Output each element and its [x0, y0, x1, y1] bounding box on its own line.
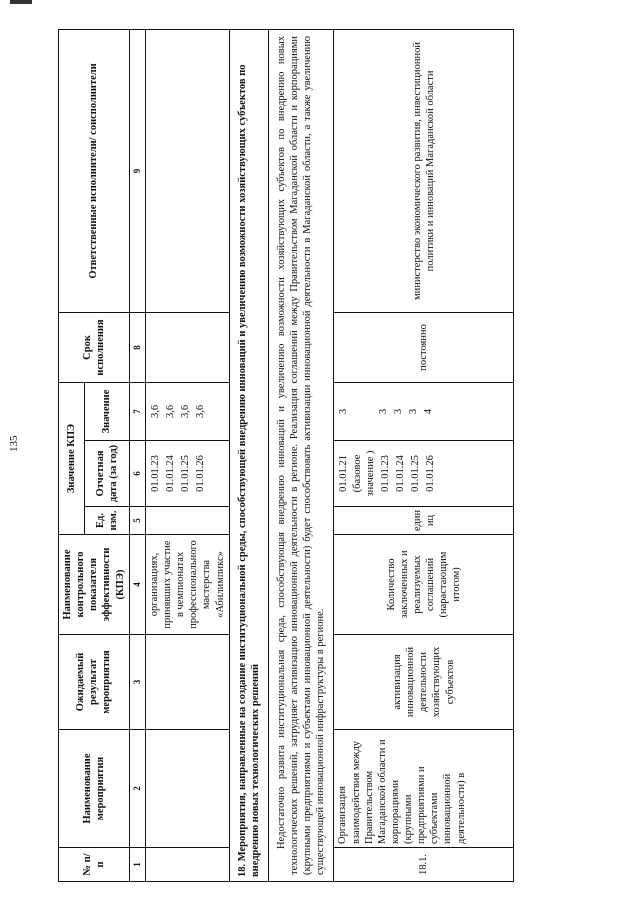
section-title-row	[229, 29, 268, 881]
term: постоянно	[334, 312, 514, 382]
header-date: Отчетная дата (за год)	[84, 441, 129, 507]
table-row	[334, 29, 514, 881]
unit: един иц	[334, 507, 514, 535]
header-term: Срок исполнения	[59, 312, 130, 382]
dates-cell: 01.01.23 01.01.24 01.01.25 01.01.26	[145, 441, 229, 507]
dates-cell: 01.01.21 (базовое значение ) 01.01.23 01.01.24 01.01.25 01.01.26	[334, 441, 514, 507]
colnum-6: 6	[129, 441, 145, 507]
header-row	[59, 29, 85, 881]
header-responsible: Ответственные исполнители/ соисполнители	[59, 29, 130, 312]
row-number: 18.1.	[334, 848, 514, 882]
colnum-2: 2	[129, 730, 145, 848]
header-value: Значение	[84, 382, 129, 440]
kpe-cell: организациях, принявших участие в чемпионатах профессионального мастерства «Абилимпикс»	[145, 535, 229, 635]
kpe-name: Количество заключенных и реализуемых соглашений (нарастающим итогом)	[334, 535, 514, 635]
table-row	[145, 29, 229, 881]
header-result: Ожидаемый результат мероприятия	[59, 635, 130, 730]
measures-table	[58, 29, 514, 882]
scan-mark	[10, 0, 32, 4]
header-kpe: Наименование контрольного показателя эффективности (КПЭ)	[59, 535, 130, 635]
colnum-1: 1	[129, 848, 145, 882]
colnum-9: 9	[129, 29, 145, 312]
rotated-table-wrapper	[58, 30, 598, 882]
section-desc-row	[268, 29, 334, 881]
colnum-8: 8	[129, 312, 145, 382]
values-cell: 3,6 3,6 3,6 3,6	[145, 382, 229, 440]
section-description: Недостаточно развита институциональная среда, способствующая внедрению инноваций и увеличению возможности хозяйствующих субъектов по внедрению новых технологических решений, затрудняет активизацию инновационной деятельности в регионе. Реализация соглашений между Правительством Магаданской области и корпорациями (крупными предприятиями и субъектами инновационной деятельности) будет способствовать активизации инновационной деятельности в Магаданской области, а также увеличению существующей инновационной инфраструктуры в регионе.	[268, 29, 334, 881]
colnum-3: 3	[129, 635, 145, 730]
measure-name: Организация взаимодействия между Правительством Магаданской области и корпорациями (крупными предприятиями и субъектами инновационной деятельности) в	[334, 730, 514, 848]
responsible: министерство экономического развития, инвестиционной политики и инноваций Магаданской области	[334, 29, 514, 312]
values-cell: 3 3 3 3 4	[334, 382, 514, 440]
header-unit: Ед. изм.	[84, 507, 129, 535]
expected-result: активизация инновационной деятельности хозяйствующих субъектов	[334, 635, 514, 730]
page-number: 135	[8, 435, 20, 452]
colnum-7: 7	[129, 382, 145, 440]
colnum-5: 5	[129, 507, 145, 535]
section-title: 18. Мероприятия, направленные на создание институциональной среды, способствующей внедрению инноваций и увеличению возможности хозяйствующих субъектов по внедрению новых технологических решений	[229, 29, 268, 881]
column-numbers-row	[129, 29, 145, 881]
header-num: № п/п	[59, 848, 130, 882]
colnum-4: 4	[129, 535, 145, 635]
header-kpe-group: Значение КПЭ	[59, 382, 85, 534]
header-name: Наименование мероприятия	[59, 730, 130, 848]
